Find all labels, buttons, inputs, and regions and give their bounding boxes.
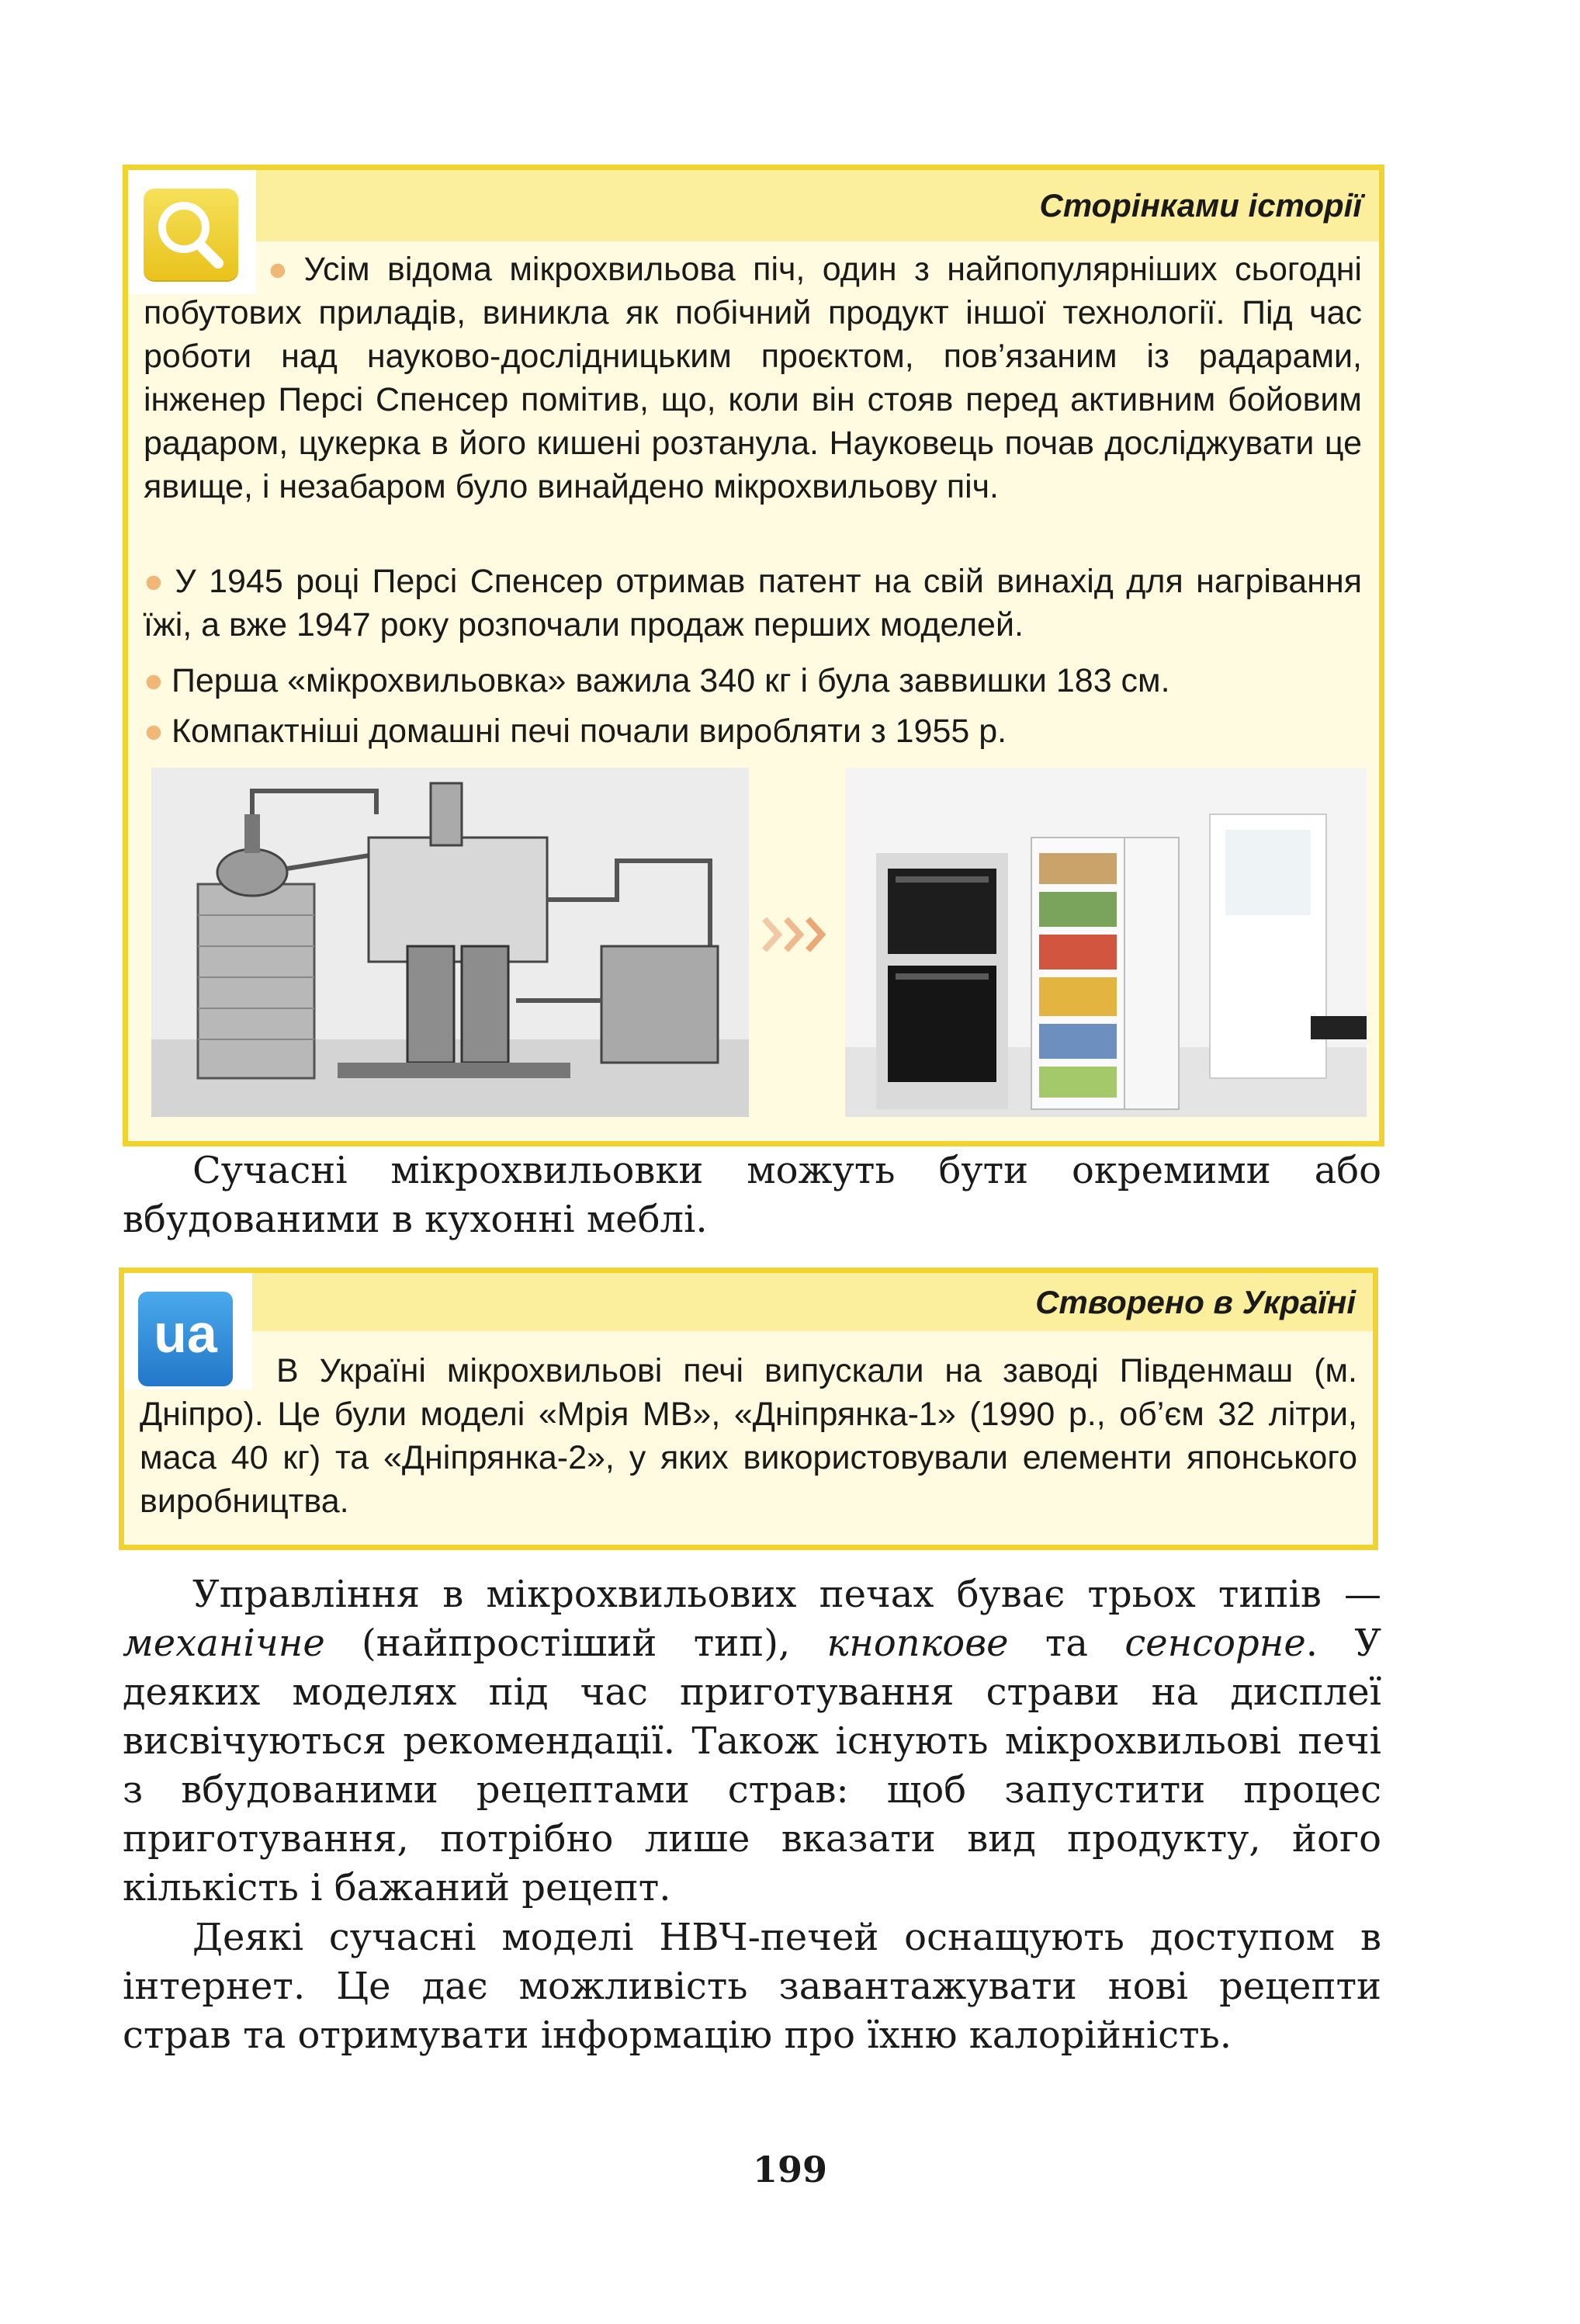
- bullet-icon: ●: [144, 563, 168, 600]
- ukraine-box: [119, 1268, 1378, 1550]
- paragraph-internet: Деякі сучасні моделі НВЧ-печей оснащують доступом в інтернет. Це дає можливість завантажувати нові рецепти страв та отримувати інформацію про їхню калорійність.: [123, 1916, 1381, 2057]
- modern-kitchen-image: [845, 768, 1367, 1117]
- arrow-icon: [757, 907, 834, 962]
- history-paragraph-4: ● Компактніші домашні печі почали виробляти з 1955 р.: [144, 713, 1007, 750]
- history-paragraph-1: ● Усім відома мікрохвильова піч, один з найпопулярніших сьогодні побутових приладів, виникла як побічний продукт іншої технології. Під час роботи над науково-дослідницьким проєктом, пов’язаним із радарами, інженер Персі Спенсер помітив, що, коли він стояв перед активним бойовим радаром, цукерка в його кишені розтанула. Науковець почав досліджувати це явище, і незабаром було винайдено мікрохвильову піч.: [144, 251, 1362, 505]
- bullet-icon: ●: [268, 251, 296, 288]
- history-box-heading: Сторінками історії: [1039, 187, 1362, 224]
- ukraine-paragraph: В Україні мікрохвильові печі випускали на заводі Південмаш (м. Дніпро). Це були моделі «Мрія МВ», «Дніпрянка-1» (1990 р., об’єм 32 літри, маса 40 кг) та «Дніпрянка-2», у яких використовували елементи японського виробництва.: [140, 1352, 1357, 1520]
- paragraph-built-in: Сучасні мікрохвильовки можуть бути окремими або вбудованими в кухонні меблі.: [123, 1149, 1381, 1241]
- history-paragraph-2: ● У 1945 році Персі Спенсер отримав патент на свій винахід для нагрівання їжі, а вже 1947 року розпочали продаж перших моделей.: [144, 563, 1362, 643]
- page-number: 199: [752, 2149, 828, 2190]
- bullet-icon: ●: [144, 713, 164, 750]
- paragraph-controls: Управління в мікрохвильових печах буває трьох типів — механічне (найпростіший тип), кнопкове та сенсорне. У деяких моделях під час приготування страви на дисплеї висвічуються рекомендації. Також існують мікрохвильові печі з вбудованими рецептами страв: щоб запустити процес приготування, потрібно лише вказати вид продукту, його кількість і бажаний рецепт.: [123, 1573, 1381, 1909]
- term-sensor: сенсорне: [1124, 1622, 1306, 1665]
- term-mechanical: механічне: [123, 1622, 325, 1665]
- first-microwave-image: [151, 768, 749, 1117]
- history-paragraph-3: ● Перша «мікрохвильовка» важила 340 кг і була заввишки 183 см.: [144, 662, 1170, 699]
- ukraine-box-heading: Створено в Україні: [1035, 1284, 1356, 1320]
- bullet-icon: ●: [144, 662, 164, 699]
- ua-icon: ua: [138, 1292, 233, 1386]
- illustrations: [151, 768, 1367, 1117]
- history-box: [123, 165, 1384, 1146]
- term-button: кнопкове: [826, 1622, 1009, 1665]
